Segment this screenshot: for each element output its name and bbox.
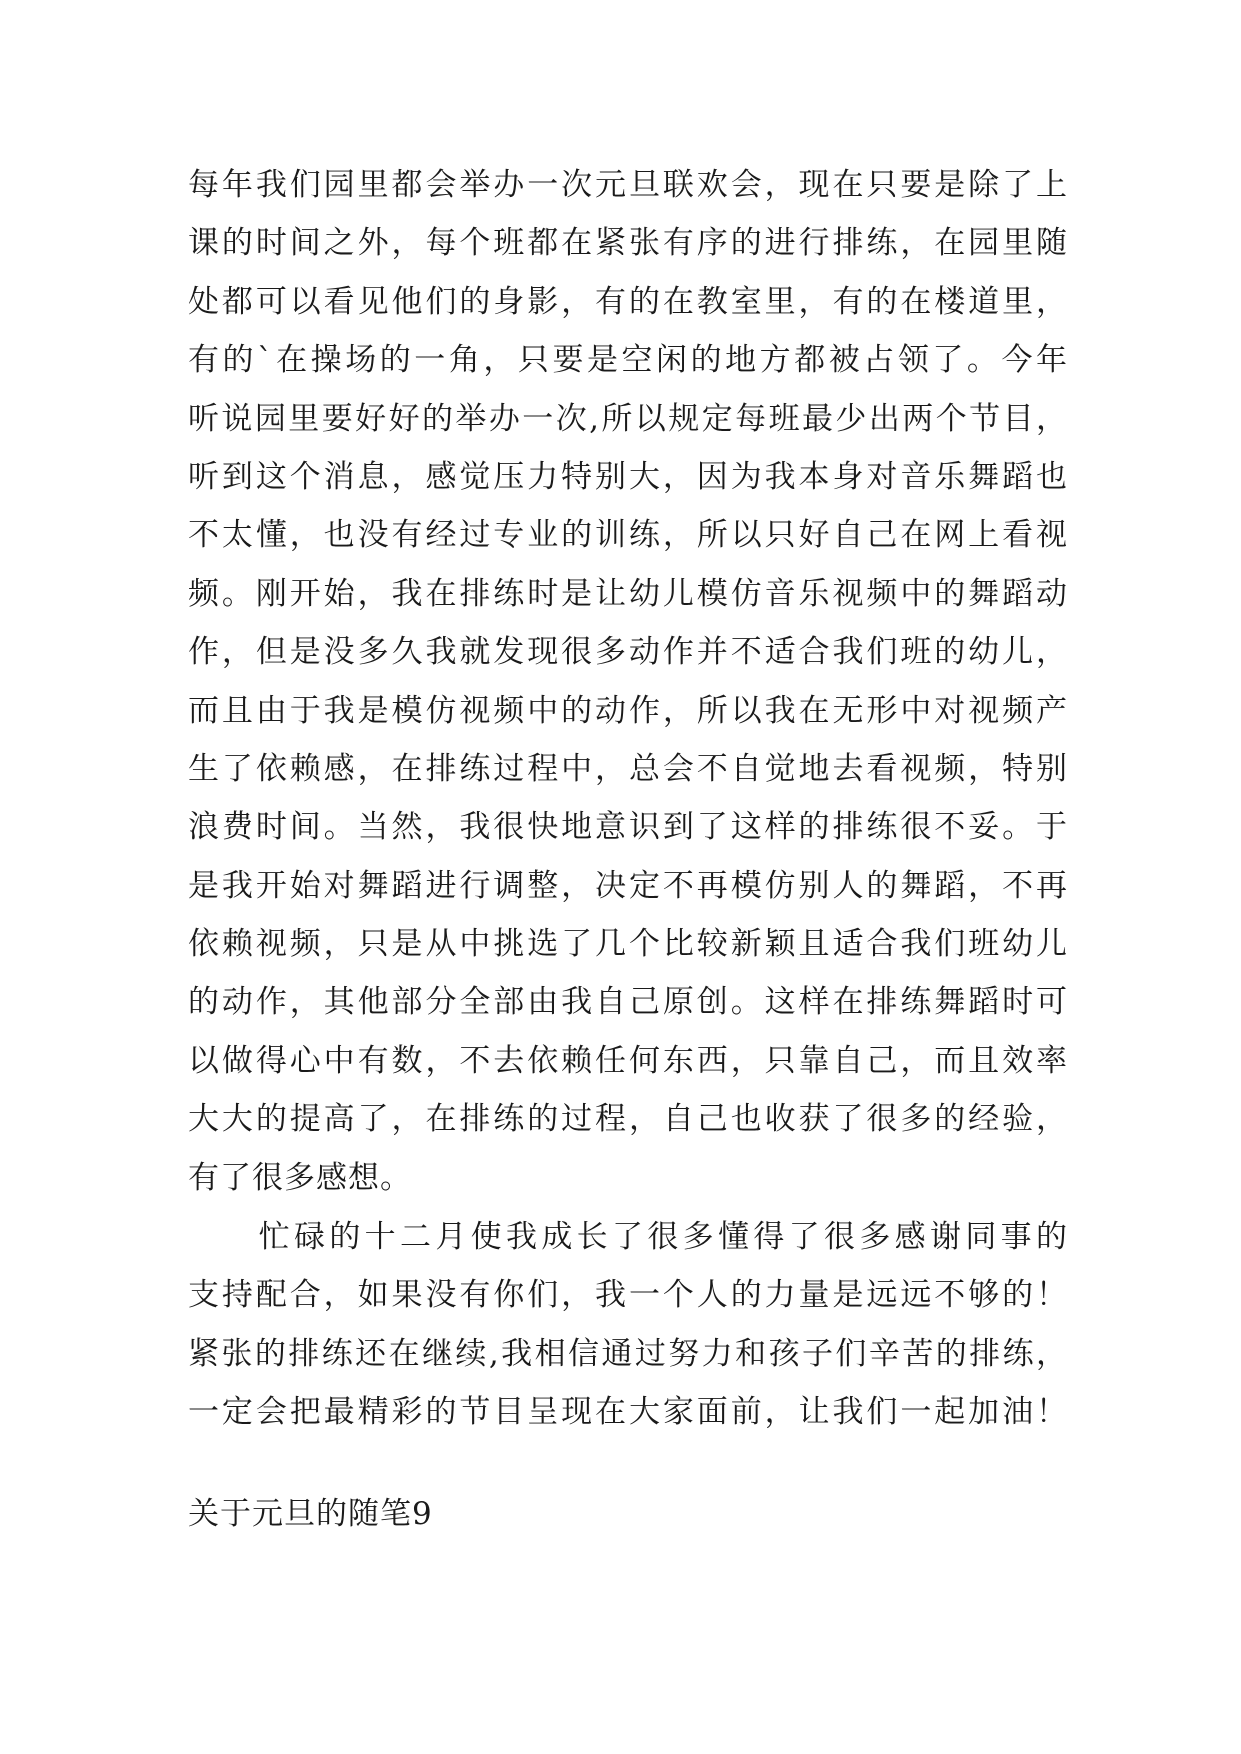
- text-line: 以做得心中有数，不去依赖任何东西，只靠自己，而且效率: [188, 1042, 1068, 1079]
- paragraph-1: [188, 156, 1068, 1207]
- text-line: 紧张的排练还在继续,我相信通过努力和孩子们辛苦的排练，: [188, 1335, 1068, 1372]
- text-line: 忙碌的十二月使我成长了很多懂得了很多感谢同事的: [188, 1219, 1068, 1255]
- text-line: 课的时间之外，每个班都在紧张有序的进行排练，在园里随: [188, 225, 1068, 262]
- paragraph-2: [188, 1208, 1068, 1442]
- text-line: 支持配合，如果没有你们，我一个人的力量是远远不够的！: [188, 1277, 1068, 1314]
- text-line: 一定会把最精彩的节目呈现在大家面前，让我们一起加油！: [188, 1394, 1068, 1431]
- text-line: 浪费时间。当然，我很快地意识到了这样的排练很不妥。于: [188, 809, 1068, 846]
- text-line: 是我开始对舞蹈进行调整，决定不再模仿别人的舞蹈，不再: [188, 867, 1068, 904]
- text-line: 大大的提高了，在排练的过程，自己也收获了很多的经验，: [188, 1101, 1068, 1138]
- text-line: 处都可以看见他们的身影，有的在教室里，有的在楼道里，: [188, 283, 1068, 320]
- text-line: 听说园里要好好的举办一次,所以规定每班最少出两个节目，: [188, 400, 1068, 437]
- text-line: 而且由于我是模仿视频中的动作，所以我在无形中对视频产: [188, 692, 1068, 729]
- text-line: 每年我们园里都会举办一次元旦联欢会，现在只要是除了上: [188, 167, 1068, 203]
- text-line: 听到这个消息，感觉压力特别大，因为我本身对音乐舞蹈也: [188, 458, 1068, 495]
- text-line: 的动作，其他部分全部由我自己原创。这样在排练舞蹈时可: [188, 984, 1068, 1021]
- text-line: 有的`在操场的一角，只要是空闲的地方都被占领了。今年: [188, 342, 1068, 379]
- text-line: 有了很多感想。: [188, 1159, 412, 1196]
- text-line: 作，但是没多久我就发现很多动作并不适合我们班的幼儿，: [188, 634, 1068, 671]
- text-line: 不太懂，也没有经过专业的训练，所以只好自己在网上看视: [188, 517, 1068, 554]
- text-line: 生了依赖感，在排练过程中，总会不自觉地去看视频，特别: [188, 750, 1068, 787]
- text-line: 依赖视频，只是从中挑选了几个比较新颖且适合我们班幼儿: [188, 926, 1068, 963]
- section-heading: 关于元旦的随笔9: [188, 1496, 433, 1532]
- text-line: 频。刚开始，我在排练时是让幼儿模仿音乐视频中的舞蹈动: [188, 575, 1068, 612]
